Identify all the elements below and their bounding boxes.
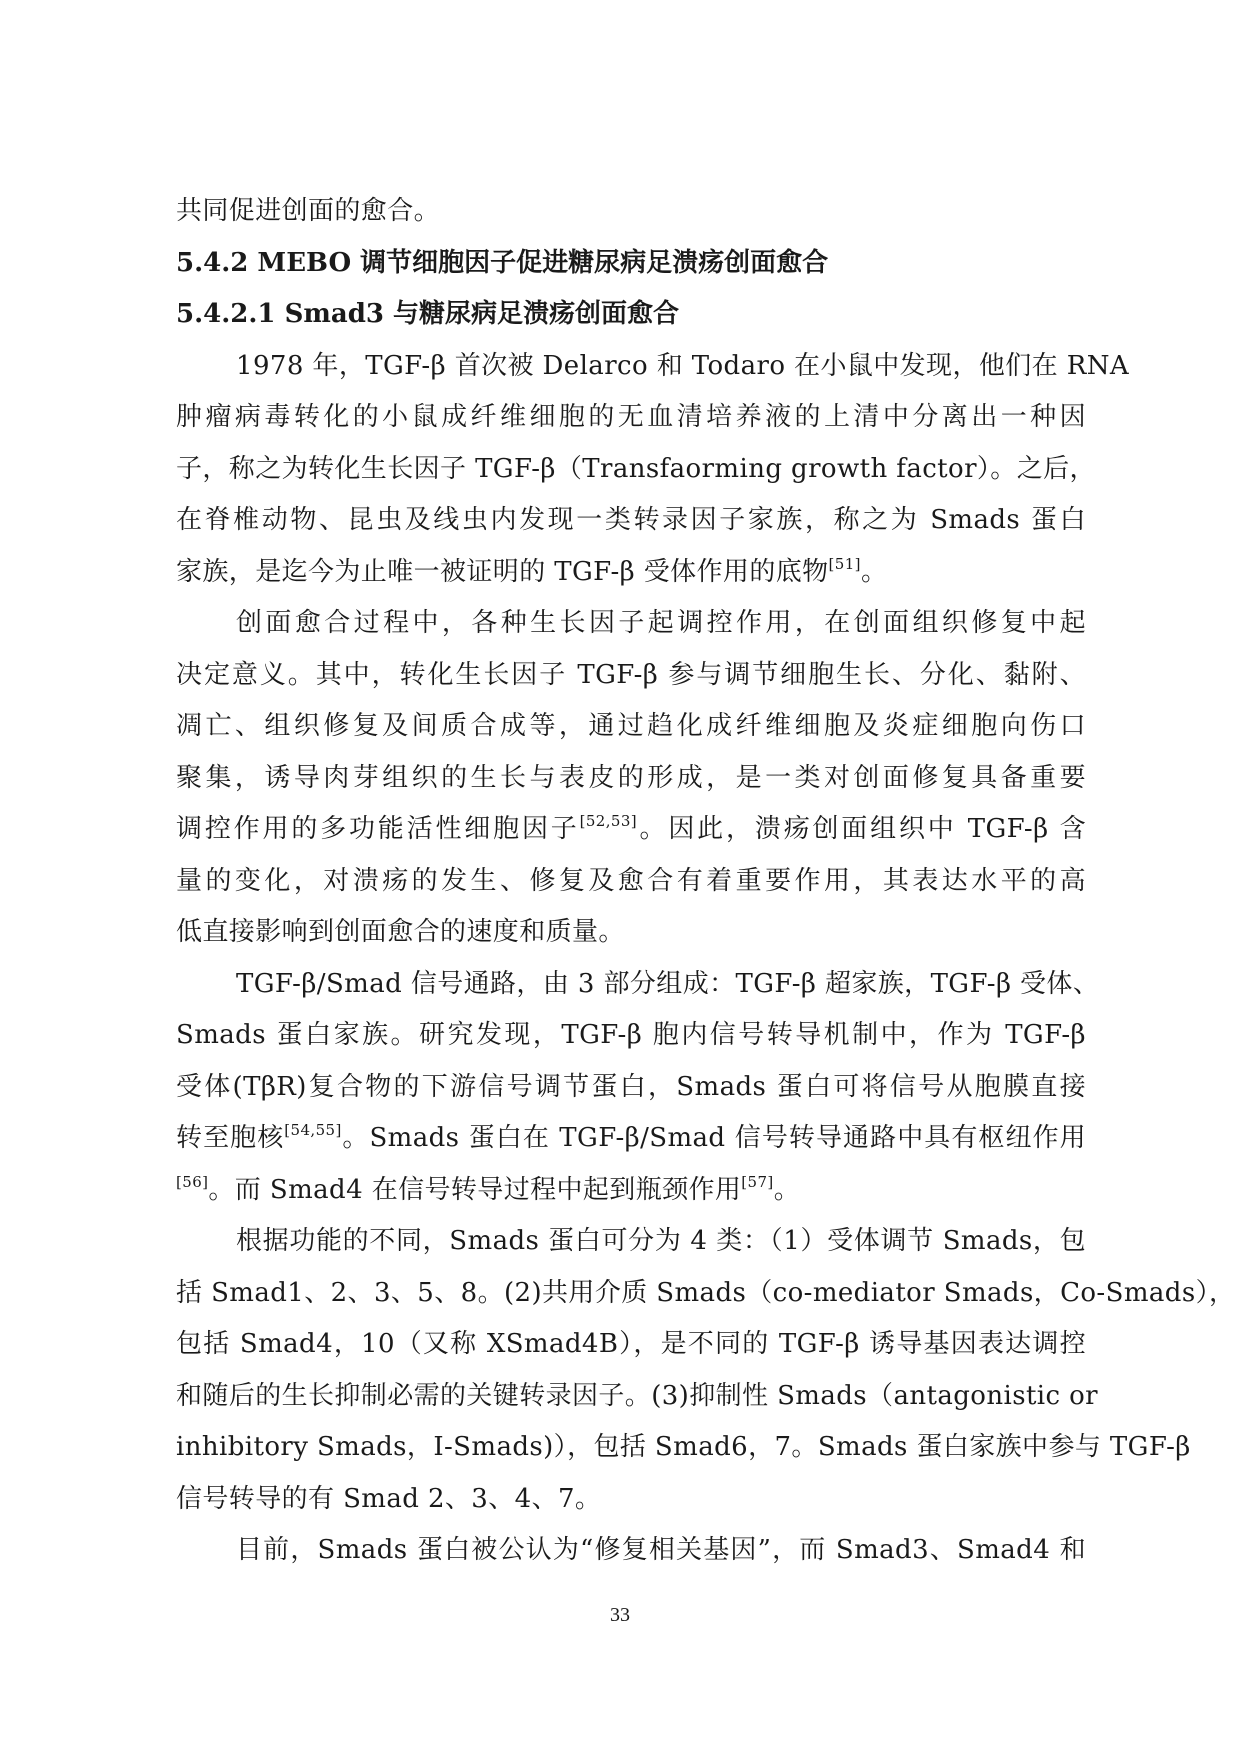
line-text-tail: 。而 Smad4 在信号转导过程中起到瓶颈作用 [208, 1174, 742, 1205]
line-text-tail: 。 [860, 556, 888, 587]
citation-ref: [51] [828, 554, 861, 573]
section-heading [176, 289, 1086, 341]
line-text: 信号转导的有 Smad 2、3、4、7。 [176, 1483, 602, 1514]
paragraph-line [176, 1319, 1086, 1371]
line-text: 5.4.2.1 Smad3 与糖尿病足溃疡创面愈合 [176, 299, 680, 329]
line-text: TGF-β/Smad 信号通路，由 3 部分组成：TGF-β 超家族，TGF-β 受体、 [236, 968, 1100, 999]
paragraph-line [176, 1010, 1086, 1062]
section-heading [176, 238, 1086, 290]
paragraph-line [176, 1474, 1086, 1526]
line-text: 家族，是迄今为止唯一被证明的 TGF-β 受体作用的底物 [176, 556, 829, 587]
citation-ref: [56] [176, 1172, 209, 1191]
line-text: 量的变化，对溃疡的发生、修复及愈合有着重要作用，其表达水平的高 [176, 865, 1086, 896]
line-text: 肿瘤病毒转化的小鼠成纤维细胞的无血清培养液的上清中分离出一种因 [176, 402, 1086, 432]
citation-ref: [57] [741, 1172, 774, 1191]
citation-ref: [52,53] [579, 812, 638, 830]
line-text: 包括 Smad4，10（又称 XSmad4B），是不同的 TGF-β 诱导基因表达调控 [176, 1329, 1086, 1359]
line-text: 凋亡、组织修复及间质合成等，通过趋化成纤维细胞及炎症细胞向伤口 [176, 711, 1086, 741]
line-text: 和随后的生长抑制必需的关键转录因子。(3)抑制性 Smads（antagonistic or [176, 1380, 1099, 1411]
line-text: 1978 年，TGF-β 首次被 Delarco 和 Todaro 在小鼠中发现，他们在 RNA [236, 350, 1130, 381]
paragraph-line [176, 1525, 1086, 1577]
line-text: Smads 蛋白家族。研究发现，TGF-β 胞内信号转导机制中，作为 TGF-β [176, 1020, 1086, 1050]
line-text: 5.4.2 MEBO 调节细胞因子促进糖尿病足溃疡创面愈合 [176, 247, 829, 278]
page-number: 33 [610, 1604, 630, 1626]
line-text: 子，称之为转化生长因子 TGF-β（Transfaorming growth factor）。之后， [176, 453, 1096, 484]
paragraph-line [176, 341, 1130, 393]
document-page [176, 186, 1236, 1577]
paragraph-line [176, 804, 1086, 856]
line-text: 括 Smad1、2、3、5、8。(2)共用介质 Smads（co-mediator Smads，Co-Smads）， [176, 1277, 1236, 1308]
paragraph-line [176, 495, 1086, 547]
paragraph-line [176, 598, 1086, 650]
line-text: 决定意义。其中，转化生长因子 TGF-β 参与调节细胞生长、分化、黏附、 [176, 659, 1086, 690]
paragraph-line [176, 1371, 1099, 1423]
paragraph-line [176, 1422, 1191, 1474]
line-text-tail: 。因此，溃疡创面组织中 TGF-β 含 [637, 814, 1086, 844]
paragraph-line [176, 1165, 1086, 1217]
paragraph-line [176, 444, 1096, 496]
line-text-tail: 。Smads 蛋白在 TGF-β/Smad 信号转导通路中具有枢纽作用 [341, 1123, 1086, 1153]
line-text: 调控作用的多功能活性细胞因子 [176, 814, 580, 844]
paragraph-line [176, 547, 1086, 599]
paragraph-line [176, 907, 1086, 959]
line-text-tail: 。 [773, 1174, 801, 1205]
line-text: 创面愈合过程中，各种生长因子起调控作用，在创面组织修复中起 [236, 608, 1086, 638]
citation-ref: [54,55] [284, 1121, 342, 1139]
line-text: 共同促进创面的愈合。 [176, 196, 441, 226]
body-text [176, 186, 1236, 1577]
paragraph-line [176, 856, 1086, 908]
paragraph-line [176, 1062, 1086, 1114]
paragraph-line [176, 753, 1086, 805]
line-text: 目前，Smads 蛋白被公认为“修复相关基因”，而 Smad3、Smad4 和 [236, 1535, 1086, 1565]
line-text: 在脊椎动物、昆虫及线虫内发现一类转录因子家族，称之为 Smads 蛋白 [176, 505, 1086, 535]
line-text: inhibitory Smads，I-Smads)），包括 Smad6，7。Smads 蛋白家族中参与 TGF-β [176, 1432, 1191, 1462]
paragraph-line [176, 701, 1086, 753]
line-text: 低直接影响到创面愈合的速度和质量。 [176, 917, 625, 947]
line-text: 根据功能的不同，Smads 蛋白可分为 4 类：（1）受体调节 Smads，包 [236, 1226, 1086, 1256]
paragraph-line [176, 1268, 1236, 1320]
paragraph-line [176, 650, 1086, 702]
line-text: 转至胞核 [176, 1123, 285, 1153]
paragraph-line [176, 1113, 1086, 1165]
paragraph-line [176, 959, 1100, 1011]
line-text: 受体(TβR)复合物的下游信号调节蛋白，Smads 蛋白可将信号从胞膜直接 [176, 1071, 1086, 1102]
line-text: 聚集，诱导肉芽组织的生长与表皮的形成，是一类对创面修复具备重要 [176, 762, 1086, 793]
paragraph-line [176, 392, 1086, 444]
paragraph-line [176, 1216, 1086, 1268]
paragraph-line [176, 186, 1086, 238]
